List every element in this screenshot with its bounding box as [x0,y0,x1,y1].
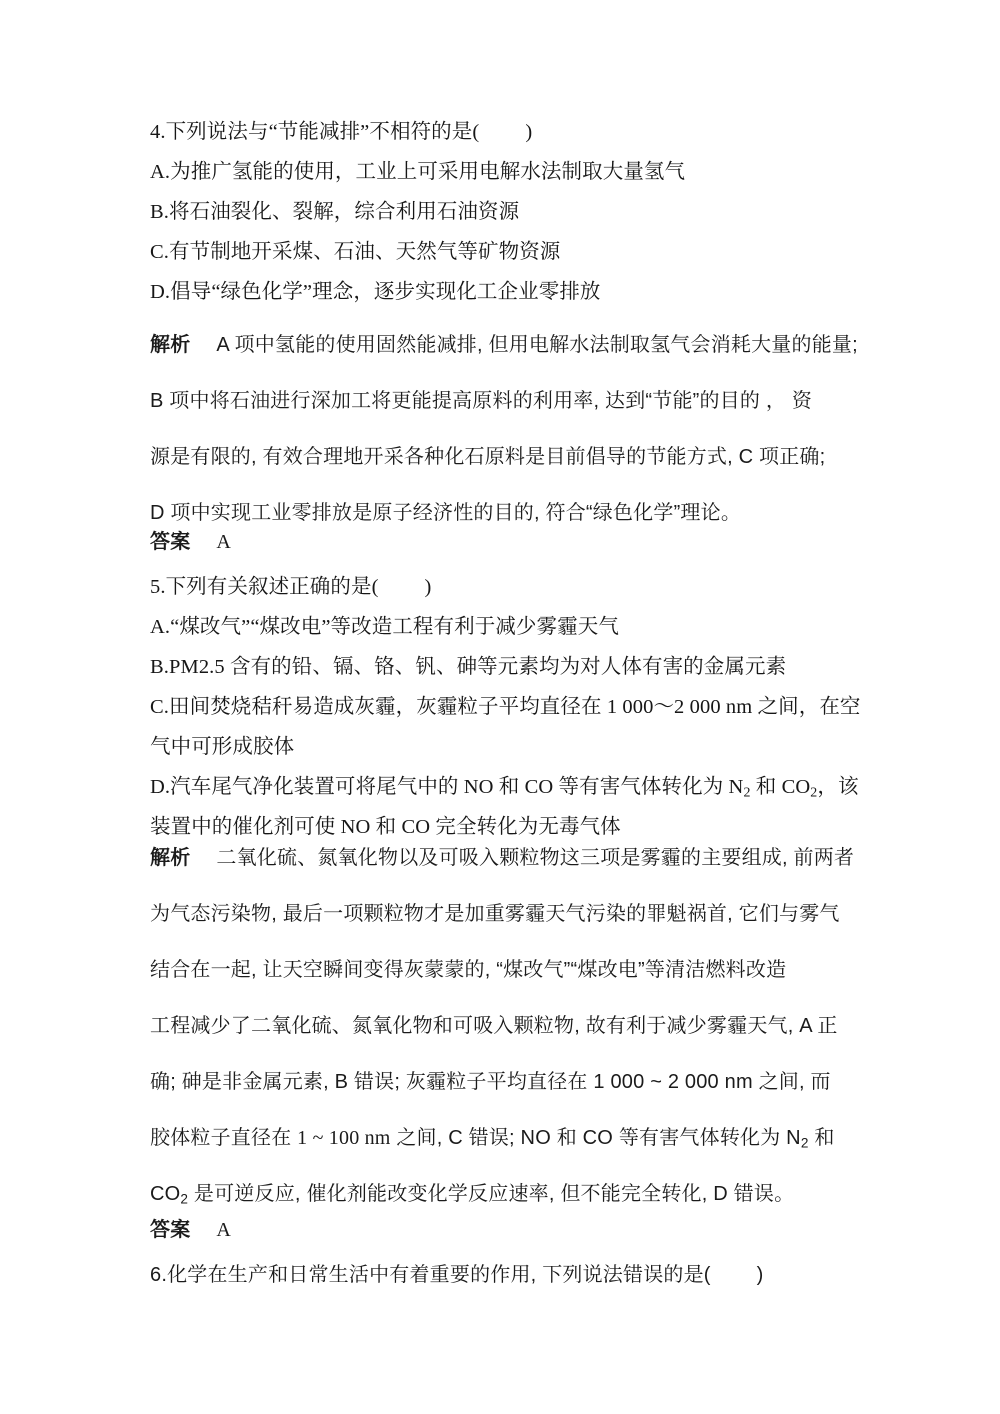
analysis-4-line-4: D 项中实现工业零排放是原子经济性的目的, 符合“绿色化学”理论。 [150,502,742,524]
answer-5-label: 答案 [150,1219,191,1241]
analysis-4-text-1: A 项中氢能的使用固然能减排, 但用电解水法制取氢气会消耗大量的能量; [216,334,858,356]
question-5-stem-suffix: ) [424,576,432,598]
question-4-analysis [150,317,866,541]
answer-4-value: A [216,531,232,553]
question-5-option-d-cont: 装置中的催化剂可使 NO 和 CO 完全转化为无毒气体 [150,816,621,838]
question-4-option-b[interactable]: B.将石油裂化、裂解，综合利用石油资源 [150,201,520,223]
analysis-4-line-2: B 项中将石油进行深加工将更能提高原料的利用率, 达到“节能”的目的 ， 资 [150,390,813,412]
question-5-option-c-cont: 气中可形成胶体 [150,736,295,758]
analysis-5-label: 解析 [150,847,191,869]
analysis-5-line-7: $CO_2$ 是可逆反应, 催化剂能改变化学反应速率, 但不能完全转化, D 错误。 [150,1183,795,1207]
analysis-5-line-1 [150,830,870,886]
analysis-5-line-4: 工程减少了二氧化硫、氮氧化物和可吸入颗粒物, 故有利于减少雾霾天气, A 正 [150,1015,838,1037]
question-4-option-d[interactable]: D.倡导“绿色化学”理念，逐步实现化工企业零排放 [150,281,601,303]
question-4-option-c[interactable]: C.有节制地开采煤、石油、天然气等矿物资源 [150,241,561,263]
analysis-5-line-3: 结合在一起, 让天空瞬间变得灰蒙蒙的, “煤改气”“煤改电”等清洁燃料改造 [150,959,787,981]
question-4-block [150,112,860,312]
question-5-option-d[interactable]: D.汽车尾气净化装置可将尾气中的 NO 和 CO 等有害气体转化为 $N_2$ 和 $CO_2$，该 [150,776,859,801]
question-5-block [150,567,866,847]
question-5-answer [150,1210,860,1250]
question-4-answer [150,522,860,562]
analysis-4-line-3: 源是有限的, 有效合理地开采各种化石原料是目前倡导的节能方式, C 项正确; [150,446,826,468]
question-4-stem-suffix: ) [525,121,533,143]
analysis-5-line-5: 确; 砷是非金属元素, B 错误; 灰霾粒子平均直径在 1 000 ~ 2 000 nm 之间, 而 [150,1071,831,1093]
question-6-stem [150,1255,866,1295]
analysis-5-line-6: 胶体粒子直径在 1 ~ 100 nm 之间, C 错误; NO 和 CO 等有害气体转化为 $N_2$ 和 [150,1127,835,1151]
analysis-4-label: 解析 [150,334,191,356]
answer-4-label: 答案 [150,531,191,553]
question-5-option-b[interactable]: B.PM2.5 含有的铅、镉、铬、钒、砷等元素均为对人体有害的金属元素 [150,656,787,678]
answer-5-value: A [216,1219,232,1241]
analysis-4-line-1 [150,317,866,373]
question-5-option-c[interactable] [150,687,866,727]
question-5-option-a[interactable]: A.“煤改气”“煤改电”等改造工程有利于减少雾霾天气 [150,616,619,638]
question-5-analysis [150,830,870,1222]
question-6-stem-prefix: 6.化学在生产和日常生活中有着重要的作用, 下列说法错误的是( [150,1264,711,1286]
answer-5-line [150,1210,860,1250]
question-4-option-a[interactable]: A.为推广氢能的使用，工业上可采用电解水法制取大量氢气 [150,161,686,183]
question-4-stem [150,112,860,152]
answer-4-line [150,522,860,562]
question-5-option-c-line-1: C.田间焚烧秸秆易造成灰霾，灰霾粒子平均直径在 1 000～2 000 nm 之间，在空 [150,696,861,718]
analysis-5-text-1: 二氧化硫、氮氧化物以及可吸入颗粒物这三项是雾霾的主要组成, 前两者 [216,847,855,869]
question-4-stem-prefix: 4.下列说法与“节能减排”不相符的是( [150,121,480,143]
question-6-stem-suffix: ) [756,1264,764,1286]
question-6-block [150,1255,866,1295]
question-5-stem-prefix: 5.下列有关叙述正确的是( [150,576,379,598]
question-5-stem [150,567,866,607]
analysis-5-line-2: 为气态污染物, 最后一项颗粒物才是加重雾霾天气污染的罪魁祸首, 它们与雾气 [150,903,840,925]
